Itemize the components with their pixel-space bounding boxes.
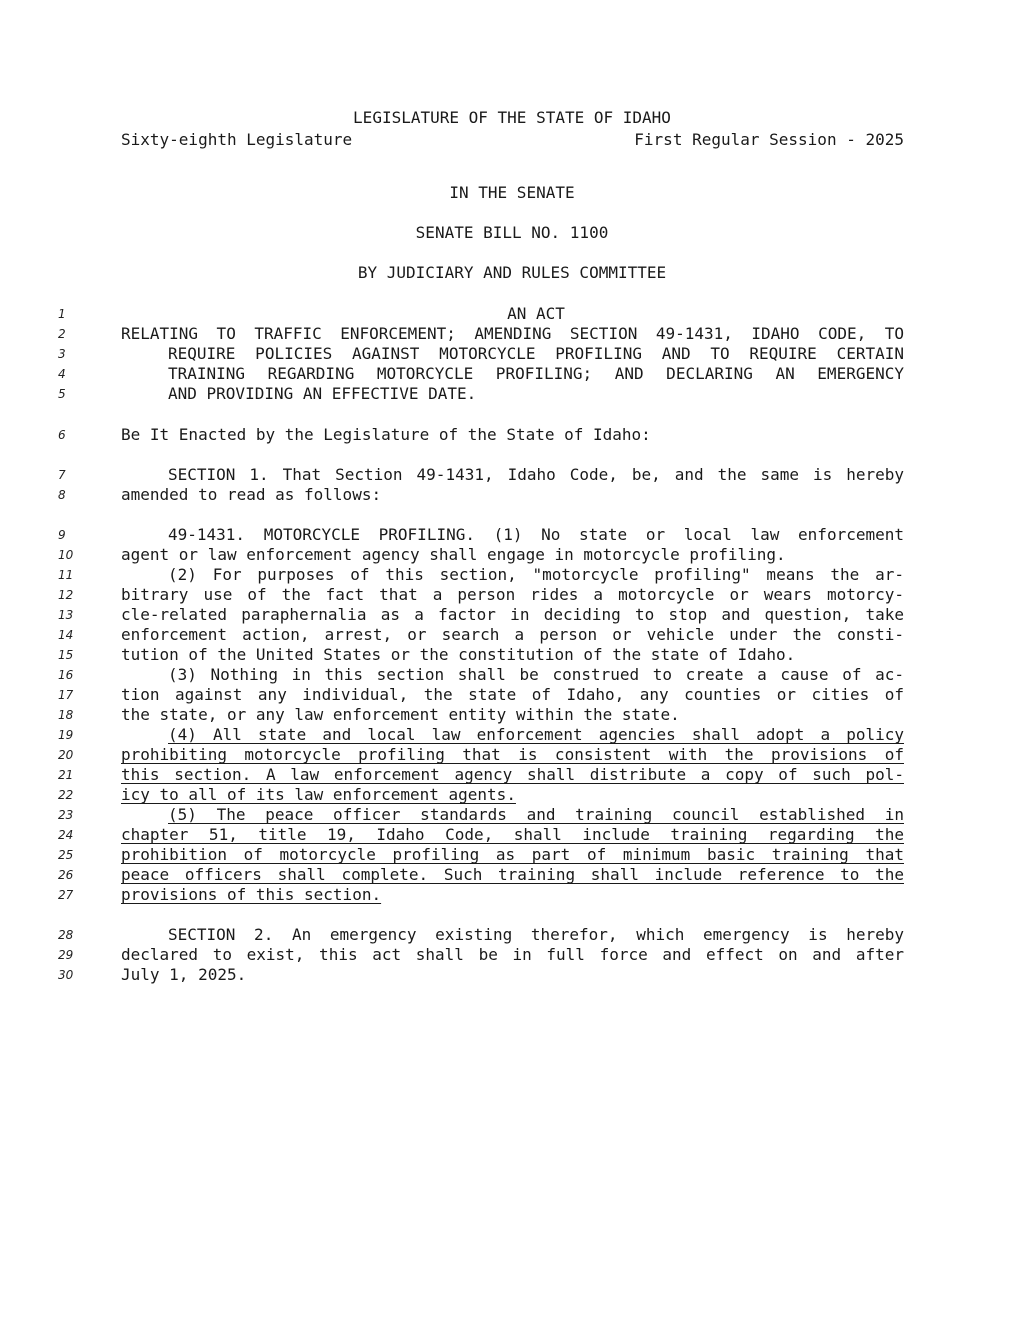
- section-2-line: July 1, 2025.: [121, 965, 247, 984]
- statute-line: tution of the United States or the constitution of the state of Idaho.: [121, 645, 796, 664]
- line-number: 5: [58, 387, 66, 401]
- line-number: 7: [58, 468, 66, 482]
- line-number: 4: [58, 367, 66, 381]
- session-label: First Regular Session - 2025: [634, 130, 904, 149]
- added-text-line: (4) All state and local law enforcement agencies shall adopt a policy: [168, 725, 904, 744]
- added-text-line: prohibition of motorcycle profiling as part of minimum basic training that: [121, 845, 904, 864]
- added-text-line: chapter 51, title 19, Idaho Code, shall include training regarding the: [121, 825, 904, 844]
- line-number: 3: [58, 347, 66, 361]
- statute-line: enforcement action, arrest, or search a person or vehicle under the consti-: [121, 625, 904, 644]
- sponsor-line: BY JUDICIARY AND RULES COMMITTEE: [357, 263, 667, 282]
- line-number: 28: [58, 928, 74, 942]
- added-text-line: provisions of this section.: [121, 885, 382, 904]
- added-text-line: (5) The peace officer standards and training council established in: [168, 805, 904, 824]
- line-number: 25: [58, 848, 74, 862]
- statute-line: cle-related paraphernalia as a factor in deciding to stop and question, take: [121, 605, 904, 624]
- line-number: 30: [58, 968, 74, 982]
- line-number: 24: [58, 828, 74, 842]
- added-text-line: prohibiting motorcycle profiling that is consistent with the provisions of: [121, 745, 904, 764]
- line-number: 13: [58, 608, 74, 622]
- title-line: AND PROVIDING AN EFFECTIVE DATE.: [168, 384, 477, 403]
- statute-line: tion against any individual, the state of Idaho, any counties or cities of: [121, 685, 904, 704]
- line-number: 6: [58, 428, 66, 442]
- line-number: 15: [58, 648, 74, 662]
- title-line: REQUIRE POLICIES AGAINST MOTORCYCLE PROFILING AND TO REQUIRE CERTAIN: [168, 344, 904, 363]
- added-text-line: icy to all of its law enforcement agents.: [121, 785, 516, 804]
- bill-number: SENATE BILL NO. 1100: [415, 223, 609, 242]
- line-number: 21: [58, 768, 74, 782]
- line-number: 19: [58, 728, 74, 742]
- line-number: 18: [58, 708, 74, 722]
- line-number: 9: [58, 528, 66, 542]
- legislature-heading: LEGISLATURE OF THE STATE OF IDAHO: [353, 108, 671, 127]
- section-1-line: SECTION 1. That Section 49-1431, Idaho Code, be, and the same is hereby: [168, 465, 904, 484]
- line-number: 1: [58, 307, 66, 321]
- statute-line: 49-1431. MOTORCYCLE PROFILING. (1) No state or local law enforcement: [168, 525, 904, 544]
- statute-line: the state, or any law enforcement entity within the state.: [121, 705, 680, 724]
- line-number: 14: [58, 628, 74, 642]
- statute-line: (2) For purposes of this section, "motorcycle profiling" means the ar-: [168, 565, 904, 584]
- line-number: 23: [58, 808, 74, 822]
- line-number: 22: [58, 788, 74, 802]
- act-title: AN ACT: [507, 304, 565, 323]
- statute-line: (3) Nothing in this section shall be construed to create a cause of ac-: [168, 665, 904, 684]
- title-line: TRAINING REGARDING MOTORCYCLE PROFILING; AND DECLARING AN EMERGENCY: [168, 364, 904, 383]
- added-text-line: peace officers shall complete. Such training shall include reference to the: [121, 865, 904, 884]
- section-1-line: amended to read as follows:: [121, 485, 382, 504]
- statute-line: agent or law enforcement agency shall engage in motorcycle profiling.: [121, 545, 786, 564]
- line-number: 2: [58, 327, 66, 341]
- line-number: 8: [58, 488, 66, 502]
- line-number: 26: [58, 868, 74, 882]
- section-2-line: SECTION 2. An emergency existing therefor, which emergency is hereby: [168, 925, 904, 944]
- line-number: 11: [58, 568, 74, 582]
- line-number: 12: [58, 588, 74, 602]
- legislature-number: Sixty-eighth Legislature: [121, 130, 353, 149]
- line-number: 27: [58, 888, 74, 902]
- line-number: 20: [58, 748, 74, 762]
- line-number: 16: [58, 668, 74, 682]
- section-2-line: declared to exist, this act shall be in full force and effect on and after: [121, 945, 904, 964]
- line-number: 10: [58, 548, 74, 562]
- title-line: RELATING TO TRAFFIC ENFORCEMENT; AMENDING SECTION 49-1431, IDAHO CODE, TO: [121, 324, 904, 343]
- statute-line: bitrary use of the fact that a person rides a motorcycle or wears motorcy-: [121, 585, 904, 604]
- added-text-line: this section. A law enforcement agency shall distribute a copy of such pol-: [121, 765, 904, 784]
- line-number: 17: [58, 688, 74, 702]
- enacting-clause: Be It Enacted by the Legislature of the State of Idaho:: [121, 425, 651, 444]
- line-number: 29: [58, 948, 74, 962]
- chamber-heading: IN THE SENATE: [449, 183, 575, 202]
